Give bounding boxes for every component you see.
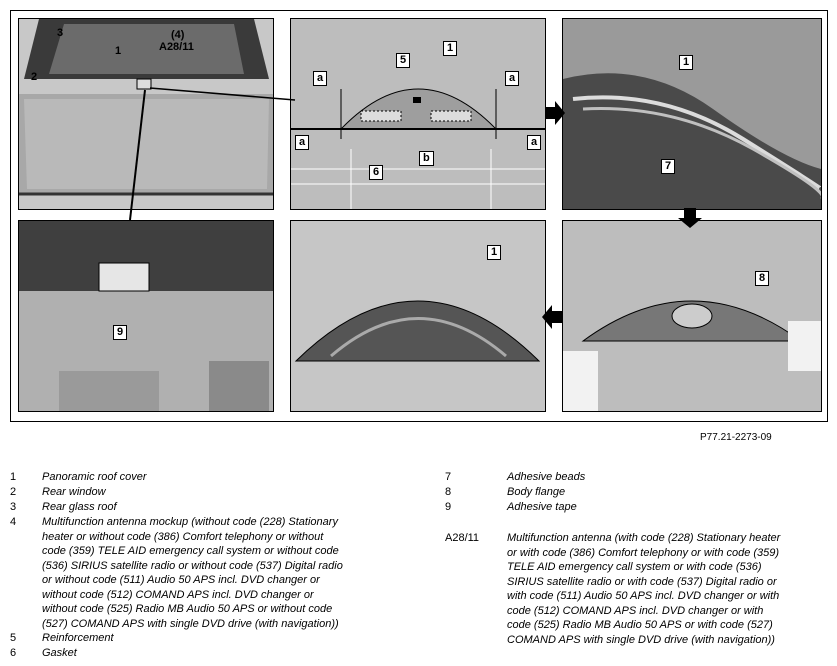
photo-roof-cover bbox=[290, 220, 546, 412]
callout-9: 9 bbox=[113, 325, 127, 340]
interior-drawing bbox=[19, 221, 273, 411]
legend-line: SIRIUS satellite radio or with code (537) Digital radio or bbox=[507, 575, 777, 588]
callout-a-top-left: a bbox=[313, 71, 327, 86]
callout-a-bottom-left: a bbox=[295, 135, 309, 150]
photo-adhesive-beads bbox=[562, 18, 822, 210]
callout-5: 5 bbox=[396, 53, 410, 68]
legend-item-4-text bbox=[42, 515, 402, 631]
adhesive-drawing bbox=[563, 19, 821, 209]
legend-num: 2 bbox=[10, 486, 17, 498]
legend-text: Adhesive beads bbox=[507, 471, 586, 483]
legend-text: Adhesive tape bbox=[507, 501, 577, 513]
legend-text: Reinforcement bbox=[42, 632, 114, 644]
legend-right bbox=[445, 470, 835, 660]
callout-a-bottom-right: a bbox=[527, 135, 541, 150]
photo-rear-roof bbox=[18, 18, 274, 210]
legend-num: 6 bbox=[10, 647, 17, 659]
legend-num: 8 bbox=[445, 486, 452, 498]
legend-line: TELE AID emergency call system or with code (536) bbox=[507, 561, 762, 573]
cover-drawing bbox=[291, 221, 545, 411]
legend-num: 4 bbox=[10, 516, 17, 528]
legend-line: (536) SIRIUS satellite radio or without code (537) Digital radio bbox=[42, 559, 343, 572]
callout-2: 2 bbox=[31, 71, 38, 83]
callout-a28-11: A28/11 bbox=[159, 41, 194, 53]
legend-line: with code (511) Audio 50 APS incl. DVD changer or with bbox=[507, 590, 780, 602]
legend-text: Body flange bbox=[507, 486, 566, 498]
legend-num: 3 bbox=[10, 501, 17, 513]
legend-num: 7 bbox=[445, 471, 452, 483]
legend-line: Multifunction antenna mockup (without code (228) Stationary bbox=[42, 516, 338, 528]
callout-b: b bbox=[419, 151, 434, 166]
section-diagram bbox=[290, 18, 546, 210]
arrow-right-icon bbox=[545, 101, 565, 125]
legend-left bbox=[10, 470, 410, 666]
legend-line: or with code (386) Comfort telephony or with code (359) bbox=[507, 546, 780, 559]
legend-line: code (512) COMAND APS incl. DVD changer or with bbox=[507, 604, 764, 617]
legend-num: 1 bbox=[10, 471, 17, 483]
figure-code: P77.21-2273-09 bbox=[700, 432, 772, 443]
flange-drawing bbox=[563, 221, 821, 411]
legend-line: (527) COMAND APS with single DVD drive (with navigation)) bbox=[42, 617, 339, 630]
callout-1: 1 bbox=[443, 41, 457, 56]
legend-line: code (359) TELE AID emergency call system or without code bbox=[42, 545, 339, 557]
legend-line: without code (525) Radio MB Audio 50 APS or without code bbox=[42, 603, 333, 615]
legend-line: without code (512) COMAND APS incl. DVD changer or bbox=[42, 588, 314, 601]
rear-roof-drawing bbox=[19, 19, 273, 209]
callout-1: 1 bbox=[115, 45, 122, 57]
legend-line: Multifunction antenna (with code (228) Stationary heater bbox=[507, 532, 781, 544]
legend-text: Gasket bbox=[42, 647, 77, 659]
legend-line: code (525) Radio MB Audio 50 APS or with code (527) bbox=[507, 619, 773, 631]
photo-interior-tape bbox=[18, 220, 274, 412]
callout-1: 1 bbox=[487, 245, 501, 260]
legend-text: Panoramic roof cover bbox=[42, 471, 147, 483]
legend-num: 9 bbox=[445, 501, 452, 513]
section-drawing bbox=[291, 19, 545, 209]
legend-line: COMAND APS with single DVD drive (with navigation)) bbox=[507, 633, 775, 646]
callout-7: 7 bbox=[661, 159, 675, 174]
callout-3: 3 bbox=[57, 27, 64, 39]
callout-8: 8 bbox=[755, 271, 769, 286]
callout-6: 6 bbox=[369, 165, 383, 180]
legend-num: A28/11 bbox=[445, 532, 480, 544]
arrow-down-icon bbox=[678, 208, 702, 228]
callout-a-top-right: a bbox=[505, 71, 519, 86]
legend-text: Rear glass roof bbox=[42, 501, 117, 513]
callout-1: 1 bbox=[679, 55, 693, 70]
legend-text: Rear window bbox=[42, 486, 106, 498]
legend-num: 5 bbox=[10, 632, 17, 644]
legend-item-a28-text bbox=[507, 531, 832, 647]
callout-4: (4) bbox=[171, 29, 185, 41]
arrow-left-icon bbox=[542, 305, 562, 329]
photo-body-flange bbox=[562, 220, 822, 412]
legend-line: or without code (511) Audio 50 APS incl. DVD changer or bbox=[42, 574, 320, 586]
legend-line: heater or without code (386) Comfort telephony or without bbox=[42, 530, 324, 543]
